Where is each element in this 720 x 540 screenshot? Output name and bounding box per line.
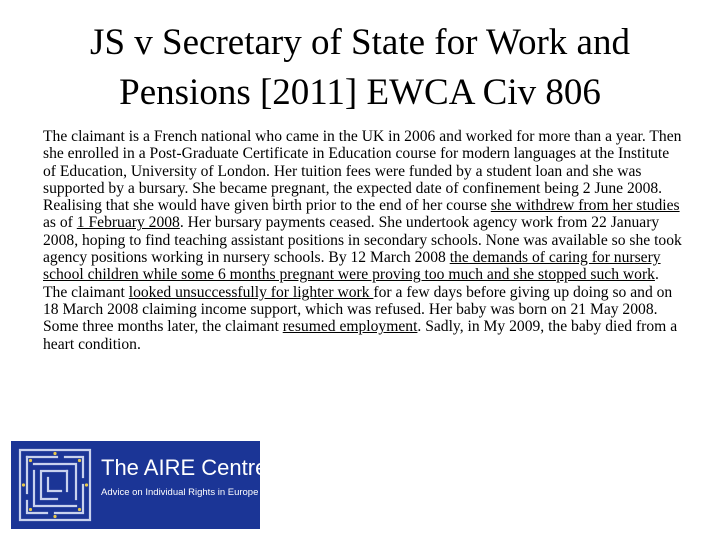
- aire-centre-logo: [11, 441, 268, 529]
- underlined-phrase-looked: looked unsuccessfully for lighter work: [128, 283, 374, 301]
- underlined-phrase-date: 1 February 2008: [76, 214, 180, 232]
- case-text-segment: for a few days before giving up doing so and on 18 March 2008 claiming income support, which was refused. Her baby was born on 21 May 2008. Some three months later, the claimant: [43, 283, 673, 336]
- case-summary-paragraph: [43, 128, 683, 353]
- slide-title-line-1: JS v Secretary of State for Work and: [90, 22, 630, 63]
- case-text-segment: as of: [43, 214, 77, 232]
- maze-stars-icon: [17, 447, 93, 523]
- underlined-phrase-withdrew: she withdrew from her studies: [490, 197, 680, 215]
- logo-tagline: Advice on Individual Rights in Europe: [101, 487, 259, 498]
- case-text-segment: . Sadly, in My 2009, the baby died from a heart condition.: [43, 318, 678, 353]
- case-text-segment: . The claimant: [43, 266, 659, 301]
- slide-title-line-2: Pensions [2011] EWCA Civ 806: [119, 72, 601, 113]
- case-text-segment: The claimant is a French national who came in the UK in 2006 and worked for more than a year. Then she enrolled in a Post-Graduate Certificate in Education course for modern languages at the Institute of Education, University of London. Her tuition fees were funded by a student loan and she was supported by a bursary. She became pregnant, the expected date of confinement being 2 June 2008. Realising that she would have given birth prior to the end of her course: [43, 128, 682, 215]
- slide-title: [20, 18, 700, 118]
- case-text-segment: . Her bursary payments ceased. She undertook agency work from 22 January 2008, hoping to find teaching assistant positions in secondary schools. None was available so she took agency positions working in nursery schools. By 12 March 2008: [43, 214, 682, 267]
- underlined-phrase-resumed: resumed employment: [282, 318, 418, 336]
- logo-name: The AIRE Centre: [101, 455, 268, 480]
- underlined-phrase-demands: the demands of caring for nursery school children while some 6 months pregnant were proving too much and she stopped such work: [43, 249, 661, 284]
